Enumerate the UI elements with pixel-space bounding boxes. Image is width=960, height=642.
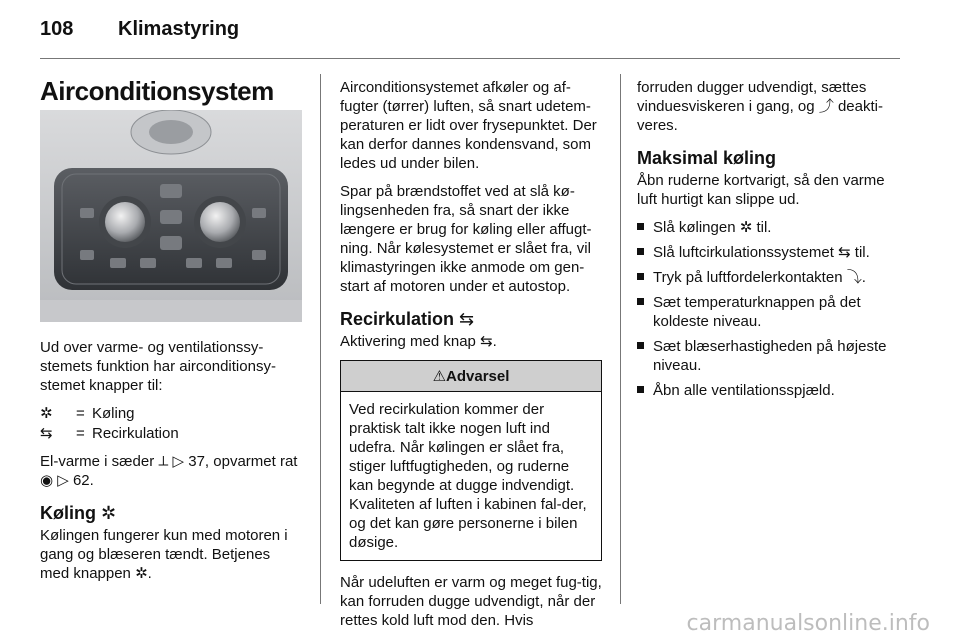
climate-control-photo — [40, 110, 302, 322]
recirculation-heading — [340, 308, 602, 330]
max-cooling-steps — [637, 218, 902, 400]
legend-label-recirculation: Recirkulation — [92, 425, 179, 442]
recirculation-text: Aktivering med knap ⇆. — [340, 333, 497, 350]
max-cooling-intro: Åbn ruderne kortvarigt, så den varme luft hurtigt kan slippe ud. — [637, 172, 885, 208]
intro-text: Ud over varme- og ventilationssy-stemets funktion har airconditionsy-stemet knapper til: — [40, 339, 276, 394]
column-3 — [637, 78, 902, 406]
list-item: Slå luftcirkulationssystemet ⇆ til. — [637, 243, 902, 262]
crossref-text: El-varme i sæder ⟂ ▷ 37, opvarmet rat ◉ ▷ 62. — [40, 453, 298, 489]
cooling-heading-text: Køling — [40, 503, 96, 523]
paragraph: Airconditionsystemet afkøler og af-fugter (tørrer) luften, så snart udetem-peraturen er lidt over frysepunktet. Der kan derfor dannes kondensvand, som ledes ud under bilen. — [340, 79, 597, 172]
page-number: 108 — [40, 18, 74, 40]
legend-label-cooling: Køling — [92, 405, 135, 422]
warning-header — [341, 361, 601, 392]
legend-eq: = — [76, 405, 85, 422]
column-divider-1 — [320, 74, 321, 604]
recirculation-icon: ⇆ — [459, 309, 475, 329]
list-item: Sæt temperaturknappen på det koldeste niveau. — [637, 293, 902, 331]
cooling-text: Kølingen fungerer kun med motoren i gang og blæseren tændt. Betjenes med knappen ✲. — [40, 527, 288, 582]
column-1 — [40, 338, 302, 592]
paragraph: forruden dugger udvendigt, sættes vinduesviskeren i gang, og ⤴ deakti-veres. — [637, 79, 883, 134]
legend-eq: = — [76, 425, 85, 442]
warning-icon: ⚠ — [432, 368, 447, 385]
section-title: Airconditionsystem — [40, 76, 274, 106]
column-divider-2 — [620, 74, 621, 604]
list-item: Tryk på luftfordelerkontakten ⤵. — [637, 268, 902, 287]
warning-text: Ved recirkulation kommer der praktisk talt ikke nogen luft ind udefra. Når kølingen er slået fra, stiger luftfugtigheden, og ruderne kan begynde at dugge indvendigt. Kvaliteten af luften i kabinen fal-der, og det kan gøre personerne i bilen døsige. — [349, 401, 587, 551]
page-header — [40, 18, 239, 41]
list-item: Slå kølingen ✲ til. — [637, 218, 902, 237]
list-item: Åbn alle ventilationsspjæld. — [637, 381, 902, 400]
snowflake-icon: ✲ — [101, 503, 117, 523]
list-item: Sæt blæserhastigheden på højeste niveau. — [637, 337, 902, 375]
button-legend — [40, 404, 302, 443]
cooling-heading — [40, 502, 302, 524]
column-2 — [340, 78, 602, 639]
paragraph: Spar på brændstoffet ved at slå kø-lingsenheden fra, så snart der ikke længere er brug for køling eller affugt-ning. Når kølesystemet er slået fra, vil klimastyringen ikke anmode om gen-start af motoren under et autostop. — [340, 183, 592, 295]
warning-title: Advarsel — [446, 368, 510, 385]
header-rule — [40, 58, 900, 59]
paragraph: Når udeluften er varm og meget fug-tig, kan forruden dugge udvendigt, når der rettes kold luft mod den. Hvis — [340, 574, 602, 629]
snowflake-icon: ✲ — [40, 405, 53, 422]
recirculation-heading-text: Recirkulation — [340, 309, 455, 329]
recirculation-icon: ⇆ — [40, 425, 53, 442]
max-cooling-heading: Maksimal køling — [637, 148, 777, 168]
chapter-title: Klimastyring — [118, 18, 240, 40]
warning-box — [340, 360, 602, 561]
watermark: carmanualsonline.info — [686, 611, 930, 636]
